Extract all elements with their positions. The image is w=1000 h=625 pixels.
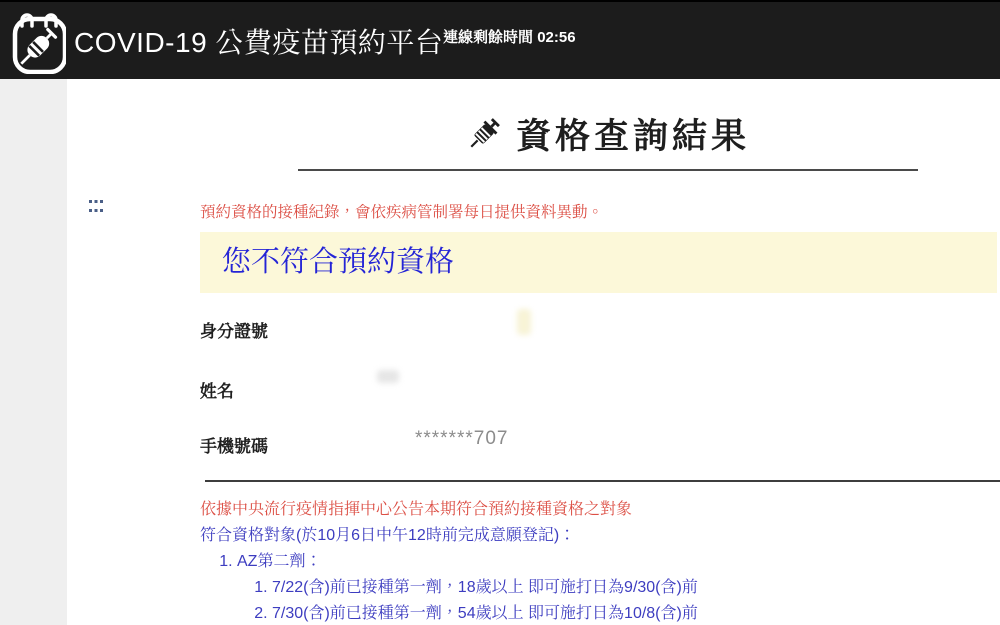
field-label-id-number: 身分證號: [200, 322, 268, 341]
header-bar: [0, 0, 1000, 79]
field-value-phone-masked: *******707: [415, 428, 509, 449]
session-timer-label: 連線剩餘時間: [443, 29, 534, 46]
syringe-icon: [466, 116, 502, 152]
eligibility-condition: 2. 7/30(含)前已接種第一劑，54歲以上 即可施打日為10/8(含)前: [272, 601, 1000, 625]
section-divider: [205, 480, 1000, 482]
eligibility-group-az2: [237, 549, 1000, 625]
eligibility-condition: 1. 7/22(含)前已接種第一劑，18歲以上 即可施打日為9/30(含)前: [272, 575, 1000, 601]
field-label-name: 姓名: [200, 382, 234, 401]
eligibility-criteria-section: [200, 497, 1000, 625]
left-side-strip: [0, 79, 67, 625]
page-heading-block: [215, 112, 1000, 171]
eligibility-result-banner: [200, 232, 997, 293]
eligibility-result-text: 您不符合預約資格: [222, 246, 455, 278]
record-update-notice: 預約資格的接種紀錄，會依疾病管制署每日提供資料異動。: [200, 204, 604, 221]
eligibility-group-name: AZ第二劑：: [237, 553, 322, 570]
vaccine-calendar-logo-icon[interactable]: [8, 8, 66, 74]
redacted-name-value-blur: [377, 370, 399, 383]
eligible-targets-subtitle: 符合資格對象(於10月6日中午12時前完成意願登記)：: [200, 527, 576, 544]
session-timer-value: 02:56: [537, 29, 576, 46]
page-title: 資格查詢結果: [515, 117, 750, 156]
eligibility-condition-list: [237, 575, 1000, 625]
app-title: COVID-19 公費疫苗預約平台: [74, 26, 444, 58]
drag-grip-icon[interactable]: [89, 200, 103, 212]
eligibility-group-list: [200, 549, 1000, 625]
heading-underline: [298, 169, 918, 171]
redacted-id-value-blur: [517, 309, 531, 335]
field-label-phone: 手機號碼: [200, 437, 268, 456]
cecc-announcement: 依據中央流行疫情指揮中心公告本期符合預約接種資格之對象: [200, 501, 633, 518]
session-timer: [443, 26, 576, 47]
